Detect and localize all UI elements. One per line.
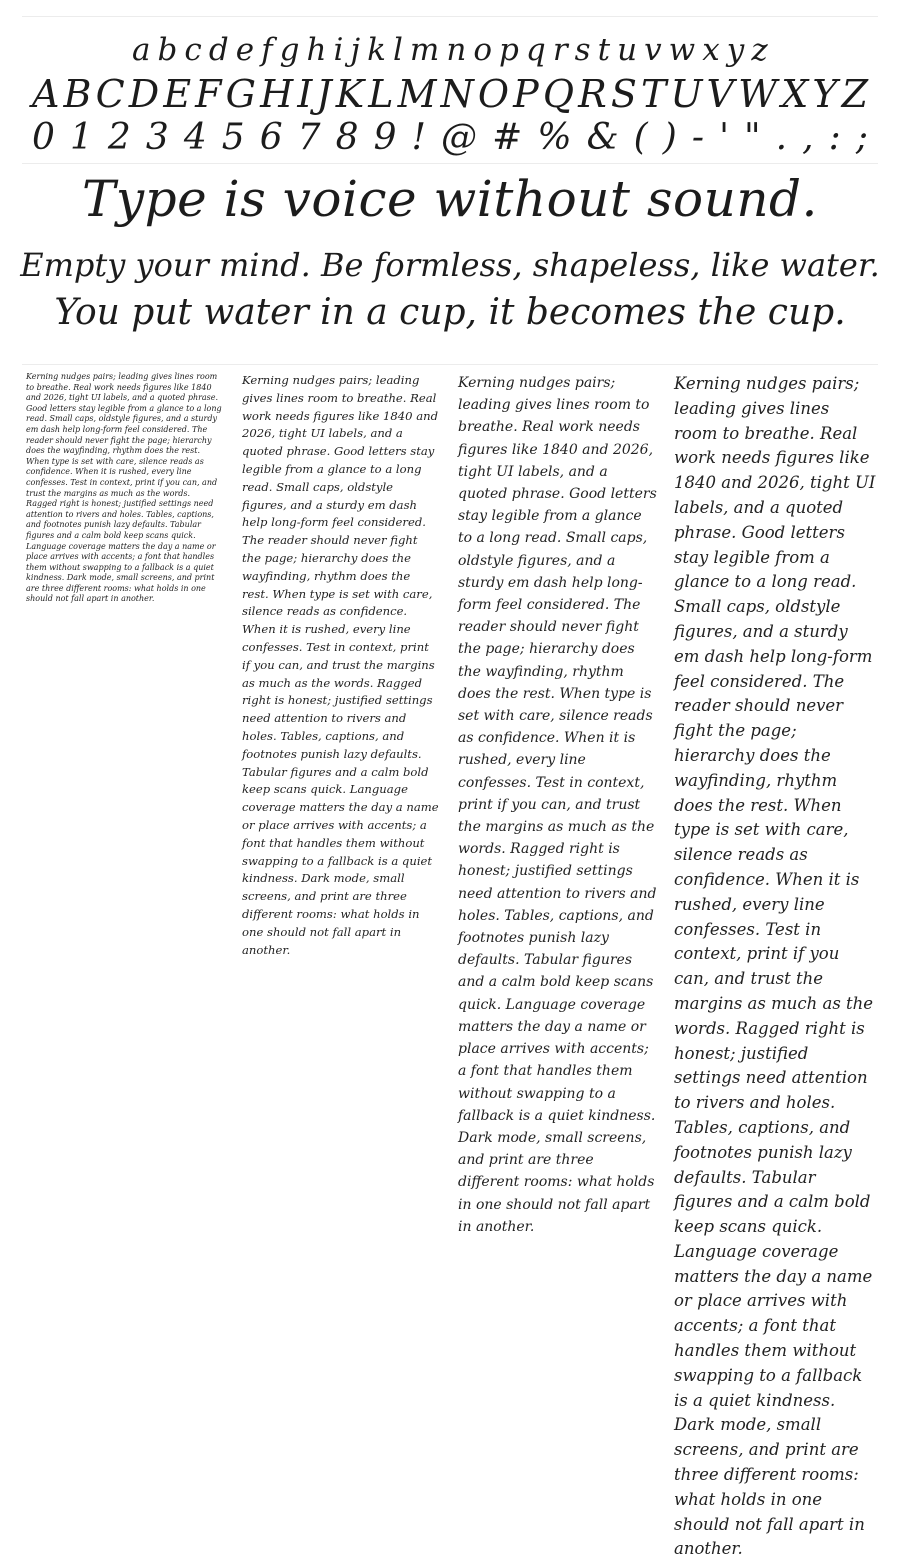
glyph: g [279, 32, 300, 68]
uppercase-glyph-row [22, 70, 878, 116]
glyph: n [446, 32, 467, 68]
headline-text: Type is voice without sound. [82, 170, 818, 228]
glyph: G [225, 72, 256, 116]
glyph: e [235, 32, 255, 68]
glyph: : [828, 117, 841, 158]
glyph: K [335, 72, 365, 116]
glyph: X [781, 72, 809, 116]
glyph: b [157, 32, 178, 68]
glyph: ) [662, 117, 677, 158]
glyph: 0 [32, 117, 55, 158]
glyph: ; [855, 117, 868, 158]
glyph: T [640, 72, 667, 116]
paragraph-sample-small: Kerning nudges pairs; leading gives lines room to breathe. Real work needs figures like 1840 and 2026, tight UI labels, and a quoted phrase. Good letters stay legible from a glance to a long read. Small caps, oldstyle figures, and a sturdy em dash help long-form feel considered. The reader should never fight the page; hierarchy does the wayfinding, rhythm does the rest. When type is set with care, silence reads as confidence. When it is rushed, every line confesses. Test in context, print if you can, and trust the margins as much as the words. Ragged right is honest; justified settings need attention to rivers and holes. Tables, captions, and footnotes punish lazy defaults. Tabular figures and a calm bold keep scans quick. Language coverage matters the day a name or place arrives with accents; a font that handles them without swapping to a fallback is a quiet kindness. Dark mode, small screens, and print are three different rooms: what holds in one should not fall apart in another. [26, 372, 222, 604]
glyph: j [350, 32, 361, 68]
glyph: ' [719, 117, 729, 158]
top-divider [22, 16, 878, 17]
glyph: # [492, 117, 523, 158]
glyph: S [610, 72, 637, 116]
paragraph-sample-xlarge: Kerning nudges pairs; leading gives lines room to breathe. Real work needs figures like 1840 and 2026, tight UI labels, and a quoted phrase. Good letters stay legible from a glance to a long read. Small caps, oldstyle figures, and a sturdy em dash help long-form feel considered. The reader should never fight the page; hierarchy does the wayfinding, rhythm does the rest. When type is set with care, silence reads as confidence. When it is rushed, every line confesses. Test in context, print if you can, and trust the margins as much as the words. Ragged right is honest; justified settings need attention to rivers and holes. Tables, captions, and footnotes punish lazy defaults. Tabular figures and a calm bold keep scans quick. Language coverage matters the day a name or place arrives with accents; a font that handles them without swapping to a fallback is a quiet kindness. Dark mode, small screens, and print are three different rooms: what holds in one should not fall apart in another. [674, 374, 876, 1559]
glyph: C [95, 72, 125, 116]
glyph: f [261, 32, 273, 68]
glyph: & [586, 117, 619, 158]
glyph: P [513, 72, 539, 116]
glyph: I [297, 72, 313, 116]
lowercase-glyph-row [22, 26, 878, 68]
glyph: A [32, 72, 60, 116]
glyph: , [802, 117, 814, 158]
glyph: 9 [373, 117, 397, 158]
glyph: m [409, 32, 440, 68]
glyph: c [184, 32, 202, 68]
glyph: 5 [221, 117, 245, 158]
glyph: 6 [259, 117, 283, 158]
glyph: N [440, 72, 474, 116]
glyph: 7 [297, 117, 321, 158]
glyph: 1 [69, 117, 93, 158]
paragraph-sample-medium: Kerning nudges pairs; leading gives lines room to breathe. Real work needs figures like 1840 and 2026, tight UI labels, and a quoted phrase. Good letters stay legible from a glance to a long read. Small caps, oldstyle figures, and a sturdy em dash help long-form feel considered. The reader should never fight the page; hierarchy does the wayfinding, rhythm does the rest. When type is set with care, silence reads as confidence. When it is rushed, every line confesses. Test in context, print if you can, and trust the margins as much as the words. Ragged right is honest; justified settings need attention to rivers and holes. Tables, captions, and footnotes punish lazy defaults. Tabular figures and a calm bold keep scans quick. Language coverage matters the day a name or place arrives with accents; a font that handles them without swapping to a fallback is a quiet kindness. Dark mode, small screens, and print are three different rooms: what holds in one should not fall apart in another. [242, 373, 439, 957]
glyph: h [306, 32, 327, 68]
glyph: % [537, 117, 572, 158]
glyph: O [477, 72, 510, 116]
glyph: o [473, 32, 492, 68]
glyph: y [726, 32, 745, 68]
glyph: " [744, 117, 761, 158]
glyph: ( [633, 117, 648, 158]
glyph: 2 [107, 117, 131, 158]
quote-line-2: You put water in a cup, it becomes the cup. [54, 292, 846, 333]
paragraph-sample-large: Kerning nudges pairs; leading gives lines room to breathe. Real work needs figures like 1840 and 2026, tight UI labels, and a quoted phrase. Good letters stay legible from a glance to a long read. Small caps, oldstyle figures, and a sturdy em dash help long-form feel considered. The reader should never fight the page; hierarchy does the wayfinding, rhythm does the rest. When type is set with care, silence reads as confidence. When it is rushed, every line confesses. Test in context, print if you can, and trust the margins as much as the words. Ragged right is honest; justified settings need attention to rivers and holes. Tables, captions, and footnotes punish lazy defaults. Tabular figures and a calm bold keep scans quick. Language coverage matters the day a name or place arrives with accents; a font that handles them without swapping to a fallback is a quiet kindness. Dark mode, small screens, and print are three different rooms: what holds in one should not fall apart in another. [458, 375, 657, 1235]
glyph: r [552, 32, 568, 68]
specimen-divider [22, 163, 878, 164]
paragraph-divider [22, 364, 878, 365]
glyph: M [397, 72, 437, 116]
glyph: d [208, 32, 229, 68]
glyph: z [751, 32, 768, 68]
glyph: k [367, 32, 386, 68]
glyph: U [670, 72, 703, 116]
figures-glyph-row [22, 112, 878, 158]
glyph: l [392, 32, 403, 68]
glyph: - [691, 117, 705, 158]
glyph: H [260, 72, 294, 116]
glyph: @ [441, 117, 478, 158]
glyph: 4 [183, 117, 207, 158]
glyph: Y [812, 72, 838, 116]
glyph: x [702, 32, 720, 68]
glyph: 8 [335, 117, 359, 158]
glyph: Z [841, 72, 868, 116]
glyph: t [597, 32, 611, 68]
glyph: . [775, 117, 788, 158]
glyph: 3 [145, 117, 169, 158]
glyph: B [63, 72, 92, 116]
glyph: q [525, 32, 546, 68]
glyph: F [195, 72, 222, 116]
glyph: ! [411, 117, 426, 158]
glyph: V [706, 72, 734, 116]
glyph: w [668, 32, 696, 68]
glyph: p [499, 32, 519, 68]
glyph: a [132, 32, 151, 68]
glyph: Q [542, 72, 574, 116]
glyph: L [368, 72, 394, 116]
glyph: D [128, 72, 160, 116]
glyph: E [163, 72, 192, 116]
glyph: W [738, 72, 778, 116]
glyph: u [617, 32, 638, 68]
quote-line-1: Empty your mind. Be formless, shapeless, like water. [20, 246, 880, 284]
glyph: v [644, 32, 662, 68]
glyph: s [574, 32, 591, 68]
glyph: i [333, 32, 344, 68]
glyph: R [578, 72, 607, 116]
glyph: J [316, 72, 332, 116]
